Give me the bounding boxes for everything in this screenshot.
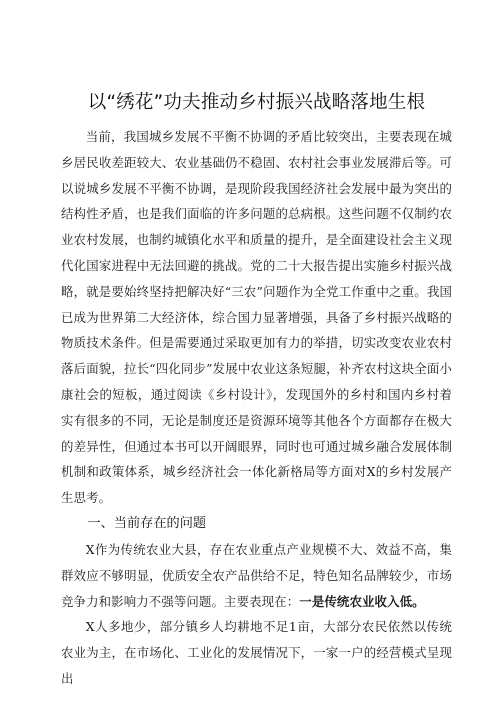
followup-paragraph: X人多地少，部分镇乡人均耕地不足1亩，大部分农民依然以传统农业为主，在市场化、工业化的发展情况下，一家一户的经营模式呈现出 bbox=[61, 619, 452, 686]
problem-paragraph-text: X作为传统农业大县，存在农业重点产业规模不大、效益不高，集群效应不够明显，优质安全农产品供给不足，特色知名品牌较少，市场竞争力和影响力不强等问题。主要表现在： bbox=[61, 541, 452, 609]
section-heading: 一、当前存在的问题 bbox=[87, 515, 207, 531]
intro-paragraph: 当前，我国城乡发展不平衡不协调的矛盾比较突出，主要表现在城乡居民收差距较大、农业基础仍不稳固、农村社会事业发展滞后等。可以说城乡发展不平衡不协调，是现阶段我国经济社会发展中最为突出的结构性矛盾，也是我们面临的许多问题的总病根。这些问题不仅制约农业农村发展，也制约城镇化水平和质量的提升，是全面建设社会主义现代化国家进程中无法回避的挑战。党的二十大报告提出实施乡村振兴战略，就是要始终坚持把解决好“三农”问题作为全党工作重中之重。我国已成为世界第二大经济体，综合国力显著增强，具备了乡村振兴战略的物质技术条件。但是需要通过采取更加有力的举措，切实改变农业农村落后面貌，拉长“四化同步”发展中农业这条短腿，补齐农村这块全面小康社会的短板，通过阅读《乡村设计》，发现国外的乡村和国内乡村着实有很多的不同，无论是制度还是资源环境等其他各个方面都存在极大的差异性，但通过本书可以开阔眼界，同时也可通过城乡融合发展体制机制和政策体系，城乡经济社会一体化新格局等方面对X的乡村发展产生思考。 bbox=[61, 129, 452, 506]
problem-paragraph-bold: 一是传统农业收入低。 bbox=[299, 593, 425, 609]
document-title: 以“绣花”功夫推动乡村振兴战略落地生根 bbox=[87, 92, 426, 113]
problem-paragraph bbox=[61, 537, 452, 614]
